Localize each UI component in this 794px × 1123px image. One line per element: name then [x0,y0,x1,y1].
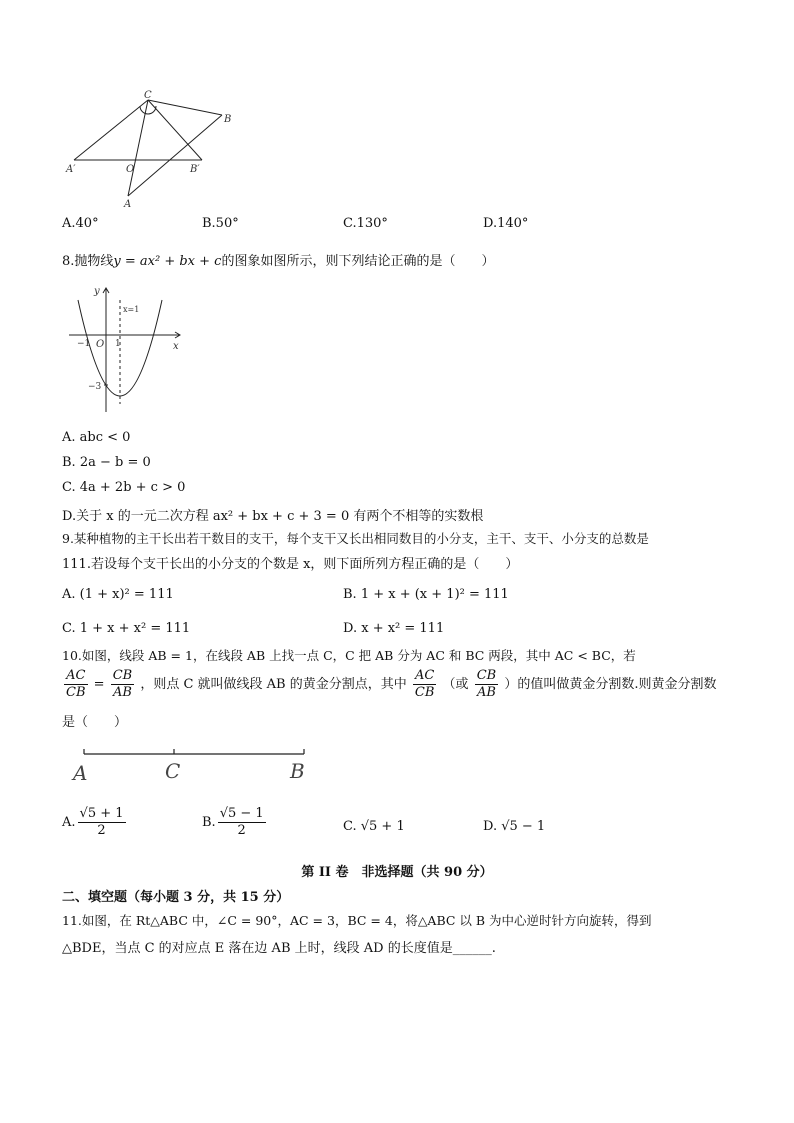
q10-stem-line1: 10.如图，线段 AB = 1，在线段 AB 上找一点 C，C 把 AB 分为 AC 和 BC 两段，其中 AC < BC，若 [62,648,636,663]
q10-option-b[interactable]: B. $\frac{√5 - 1}{2}$ [202,806,264,838]
q11-stem-line1: 11.如图，在 Rt△ABC 中，∠C = 90°，AC = 3，BC = 4，将△ABC 以 B 为中心逆时针方向旋转，得到 [62,913,652,928]
y-axis-label: y [94,286,100,297]
q10-mid1: ，则点 C 就叫做线段 AB 的黄金分割点，其中 [140,677,407,692]
q10-mid3: ）的值叫做黄金分割数.则黄金分割数 [504,677,717,692]
label-o: O [126,164,135,175]
q10-option-c[interactable]: C. √5 + 1 [343,819,405,834]
section2-title: 二、填空题（每小题 3 分，共 15 分） [62,890,290,905]
label-a: A [124,199,132,210]
fraction-ac-cb-2: $\frac{AC}{CB}$ [414,668,435,700]
origin-label: O [96,339,105,350]
q7-option-a[interactable]: A.40° [62,216,99,231]
q8-stem [62,250,494,269]
part2-title: 第 II 卷 非选择题（共 90 分） [301,865,493,880]
q8-option-c[interactable]: C. 4a + 2b + c > 0 [62,480,186,495]
fraction-ac-cb: $\frac{AC}{CB}$ [66,668,86,700]
fraction-cb-ab-2: $\frac{CB}{AB}$ [476,668,497,700]
q8-option-b[interactable]: B. 2a − b = 0 [62,455,151,470]
q8-option-d[interactable]: D.关于 x 的一元二次方程 ax² + bx + c + 3 = 0 有两个不相等的实数根 [62,509,484,524]
symmetry-axis-label: x=1 [123,305,140,314]
fraction-sqrt5-minus-1: $\frac{√5 - 1}{2}$ [219,806,264,838]
q10-mid2: （或 [442,677,469,692]
label-a-prime: A′ [66,164,76,175]
q8-equation: y = ax² + bx + c [113,254,222,269]
q10-stem-line3: 是（ ） [62,715,128,730]
q8-parabola-figure [64,282,189,417]
label-b-prime: B′ [190,164,200,175]
tick-neg3: −3 [88,382,102,392]
q10-stem-line2 [62,668,716,701]
x-axis-label: x [173,341,179,352]
q10-option-d[interactable]: D. √5 − 1 [483,819,546,834]
segment-label-a: A [73,761,88,785]
q7-option-d[interactable]: D.140° [483,216,529,231]
tick-neg1: −1 [77,339,91,349]
tick-1: 1 [115,339,121,349]
fraction-cb-ab: $\frac{CB}{AB}$ [112,668,133,700]
q10-option-a[interactable]: A. $\frac{√5 + 1}{2}$ [62,806,124,838]
q7-option-c[interactable]: C.130° [343,216,388,231]
q9-stem-line2: 111.若设每个支干长出的小分支的个数是 x，则下面所列方程正确的是（ ） [62,557,519,572]
q8-option-a[interactable]: A. abc < 0 [62,430,131,445]
q7-rotation-figure [60,88,240,213]
equals-sign: = [93,677,105,692]
q8-stem-post: 的图象如图所示，则下列结论正确的是（ ） [221,254,495,269]
label-c: C [144,90,152,101]
fraction-sqrt5-plus-1: $\frac{√5 + 1}{2}$ [79,806,124,838]
q7-option-b[interactable]: B.50° [202,216,239,231]
q8-stem-pre: 8.抛物线 [62,254,114,269]
label-b: B [224,114,232,125]
q11-stem-line2: △BDE，当点 C 的对应点 E 落在边 AB 上时，线段 AD 的长度值是______. [62,941,496,956]
q9-option-b[interactable]: B. 1 + x + (x + 1)² = 111 [343,587,509,602]
segment-label-b: B [290,759,305,783]
q9-option-d[interactable]: D. x + x² = 111 [343,621,445,636]
q9-stem-line1: 9.某种植物的主干长出若干数目的支干，每个支干又长出相同数目的小分支，主干、支干、小分支的总数是 [62,531,649,546]
q9-option-a[interactable]: A. (1 + x)² = 111 [62,587,174,602]
q9-option-c[interactable]: C. 1 + x + x² = 111 [62,621,191,636]
q10-segment-figure [68,744,318,786]
segment-label-c: C [165,759,181,783]
